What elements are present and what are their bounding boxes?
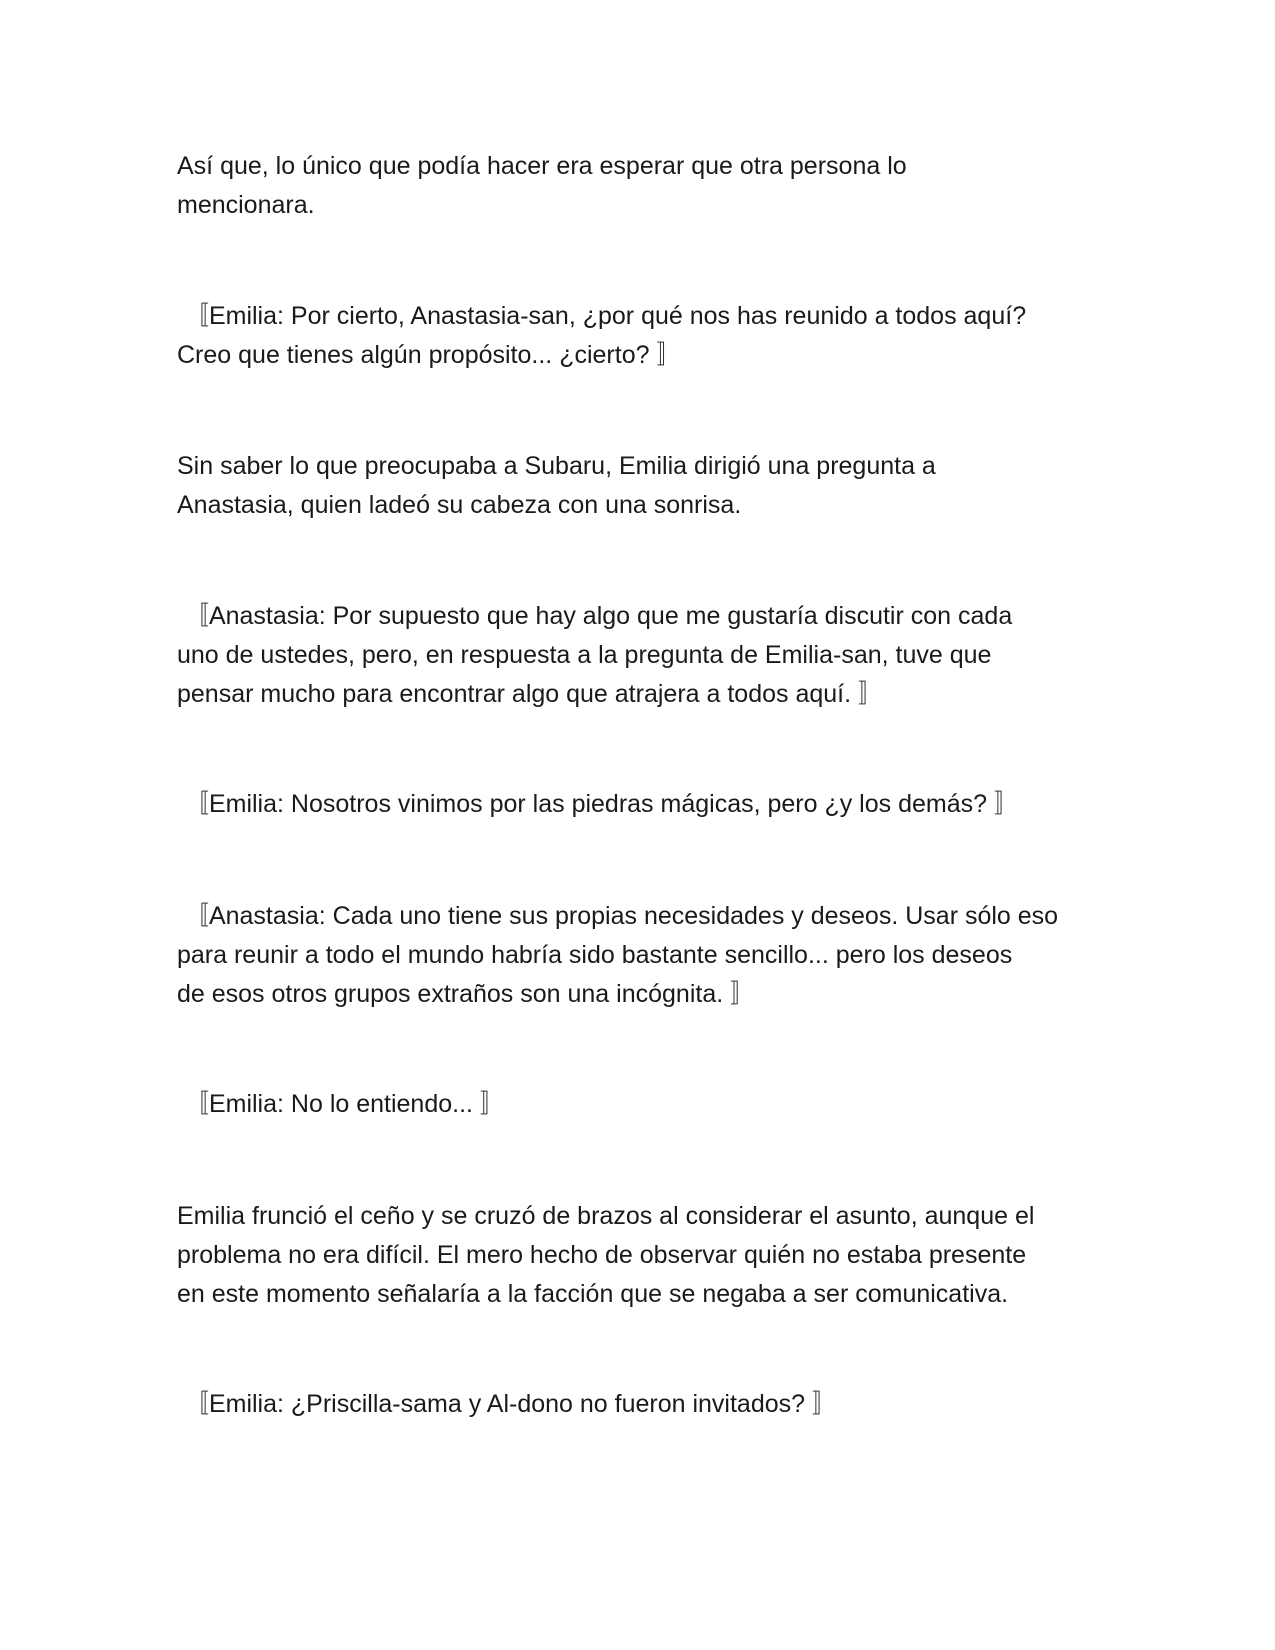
dialogue-emilia: 〚Emilia: ¿Priscilla-sama y Al-dono no fueron invitados? 〛 — [177, 1390, 837, 1418]
dialogue-anastasia: 〚Anastasia: Cada uno tiene sus propias necesidades y deseos. Usar sólo eso para reunir a todo el mundo habría sido bastante sencillo... pero los deseos de esos otros grupos extraños son una incógnita. 〛 — [177, 902, 1059, 1008]
dialogue-emilia: 〚Emilia: Por cierto, Anastasia-san, ¿por qué nos has reunido a todos aquí? Creo que tienes algún propósito... ¿cierto? 〛 — [177, 302, 1027, 369]
dialogue-anastasia: 〚Anastasia: Por supuesto que hay algo que me gustaría discutir con cada uno de ustedes, pero, en respuesta a la pregunta de Emilia-san, tuve que pensar mucho para encontrar algo que atrajera a todos aquí. 〛 — [177, 602, 1013, 708]
narration-paragraph: Sin saber lo que preocupaba a Subaru, Emilia dirigió una pregunta a Anastasia, quien ladeó su cabeza con una sonrisa. — [177, 452, 936, 519]
dialogue-emilia: 〚Emilia: Nosotros vinimos por las piedras mágicas, pero ¿y los demás? 〛 — [177, 790, 1019, 818]
narration-paragraph: Así que, lo único que podía hacer era esperar que otra persona lo mencionara. — [177, 152, 907, 219]
narration-paragraph: Emilia frunció el ceño y se cruzó de brazos al considerar el asunto, aunque el problema no era difícil. El mero hecho de observar quién no estaba presente en este momento señalaría a la facción que se negaba a ser comunicativa. — [177, 1202, 1035, 1308]
dialogue-emilia: 〚Emilia: No lo entiendo... 〛 — [177, 1090, 505, 1118]
